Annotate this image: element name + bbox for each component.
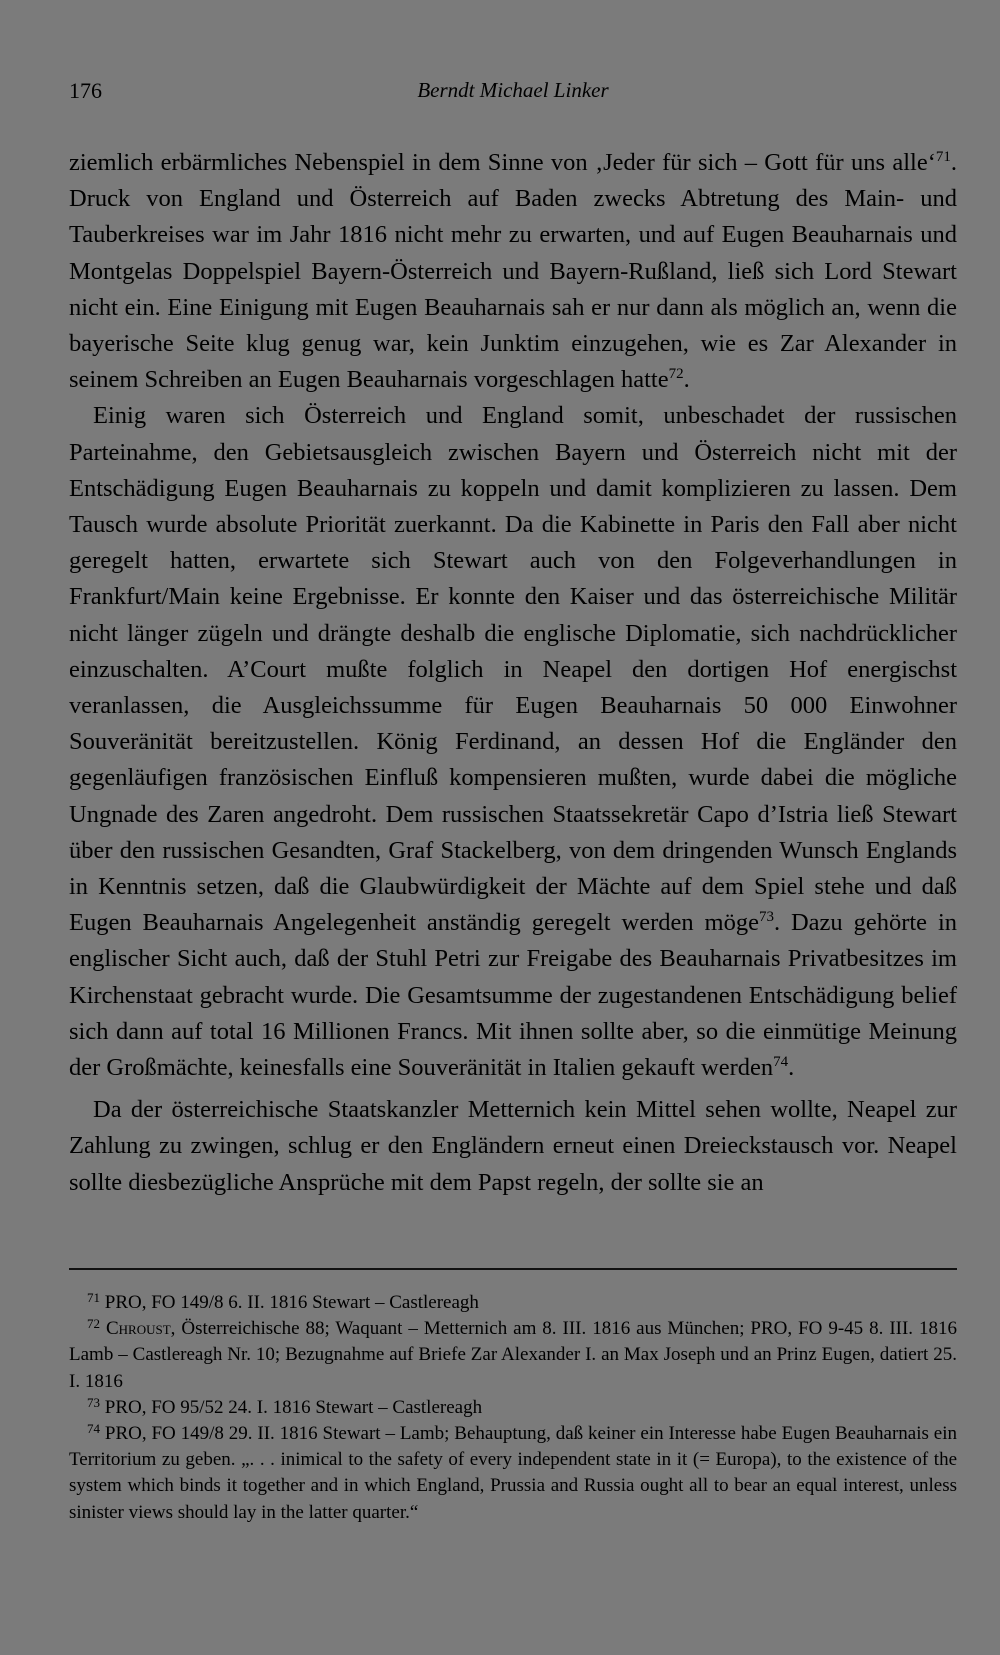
paragraph-text: Einig waren sich Österreich und England somit, unbeschadet der russischen Parteinahme, den Gebietsausgleich zwischen Bayern und Österreich nicht mit der Entschädigung Eugen Beauharnais zu koppeln und damit komplizieren zu lassen. Dem Tausch wurde absolute Priorität zuerkannt. Da die Kabinette in Paris den Fall aber nicht geregelt hatten, erwartete sich Stewart auch von den Folgeverhandlungen in Frankfurt/Main keine Ergebnisse. Er konnte den Kaiser und das österreichische Militär nicht länger zügeln und drängte deshalb die englische Diplomatie, sich nachdrücklicher einzuschalten. A’Court mußte folglich in Neapel den dortigen Hof energischst veranlassen, die Ausgleichssumme für Eugen Beauharnais 50 000 Einwohner Souveränität bereitzustellen. König Ferdinand, an dessen Hof die Engländer den gegenläufigen französischen Einfluß kompensieren mußten, wurde dabei die mögliche Ungnade des Zaren angedroht. Dem russischen Staatssekretär Capo d’Istria ließ Stewart über den russischen Gesandten, Graf Stackelberg, von dem dringenden Wunsch Englands in Kenntnis setzen, daß die Glaubwürdigkeit der Mächte auf dem Spiel stehe und daß Eugen Beauharnais Angelegenheit anständig geregelt werden möge (69, 402, 957, 937)
paragraph (69, 1092, 957, 1201)
footnote-ref: 72 (668, 366, 684, 383)
paragraph (69, 398, 957, 1086)
paragraph-text: . Dazu gehörte in englischer Sicht auch, daß der Stuhl Petri zur Freigabe des Beauharnais Privatbesitzes im Kirchenstaat gebracht wurde. Die Gesamtsumme der zugestandenen Entschädigung belief sich dann auf total 16 Millionen Francs. Mit ihnen sollte aber, so die einmütige Meinung der Großmächte, keinesfalls eine Souveränität in Italien gekauft werden (69, 909, 958, 1082)
footnote-author: Chroust (105, 1318, 171, 1340)
footnotes (69, 1290, 957, 1526)
paragraph-text: . (788, 1054, 795, 1082)
running-head (69, 78, 957, 108)
running-title: Berndt Michael Linker (417, 78, 609, 102)
paragraph-text: ziemlich erbärmliches Nebenspiel in dem Sinne von ‚Jeder für sich – Gott für uns alle‘ (69, 149, 936, 176)
footnote (69, 1316, 957, 1395)
footnote-divider (69, 1268, 957, 1270)
footnote-text: PRO, FO 95/52 24. I. 1816 Stewart – Castlereagh (104, 1396, 483, 1418)
footnote-text: , Österreichische 88; Waquant – Metternich am 8. III. 1816 aus München; PRO, FO 9-45 8. III. 1816 Lamb – Castlereagh Nr. 10; Bezugnahme auf Briefe Zar Alexander I. an Max Joseph und an Prinz Eugen, datiert 25. I. 1816 (69, 1318, 958, 1392)
footnote-text: PRO, FO 149/8 6. II. 1816 Stewart – Castlereagh (104, 1292, 479, 1313)
footnote-number: 71 (87, 1290, 100, 1305)
footnote-number: 74 (87, 1421, 100, 1437)
footnote-ref: 73 (758, 909, 774, 926)
paragraph-text: . Druck von England und Österreich auf Baden zwecks Abtretung des Main- und Tauberkreises war im Jahr 1816 nicht mehr zu erwarten, und auf Eugen Beauharnais und Montgelas Doppelspiel Bayern-Österreich und Bayern-Rußland, ließ sich Lord Stewart nicht ein. Eine Einigung mit Eugen Beauharnais sah er nur dann als möglich an, wenn die bayerische Seite klug genug war, kein Junktim einzugehen, wie es Zar Alexander in seinem Schreiben an Eugen Beauharnais vorgeschlagen hatte (69, 149, 957, 394)
footnote (69, 1290, 957, 1316)
footnote (69, 1421, 957, 1526)
footnote-text: PRO, FO 149/8 29. II. 1816 Stewart – Lamb; Behauptung, daß keiner ein Interesse habe Eugen Beauharnais ein Territorium zu geben. „. . . inimical to the safety of every independent state in it (= Europa), to the existence of the system which binds it together and in which England, Prussia and Russia ought all to bear an equal interest, unless sinister views should lay in the latter quarter.“ (69, 1423, 958, 1523)
paragraph (69, 145, 957, 398)
footnote-ref: 74 (773, 1054, 789, 1071)
footnote-number: 72 (87, 1316, 100, 1332)
paragraph-text: . (683, 366, 690, 394)
paragraph-text: Da der österreichische Staatskanzler Metternich kein Mittel sehen wollte, Neapel zur Zahlung zu zwingen, schlug er den Engländern erneut einen Dreieckstausch vor. Neapel sollte diesbezügliche Ansprüche mit dem Papst regeln, der sollte sie an (69, 1096, 957, 1196)
footnote-ref: 71 (935, 149, 951, 165)
page-number: 176 (69, 78, 102, 103)
main-text (69, 145, 957, 1201)
footnote (69, 1395, 957, 1421)
footnote-number: 73 (87, 1394, 100, 1410)
